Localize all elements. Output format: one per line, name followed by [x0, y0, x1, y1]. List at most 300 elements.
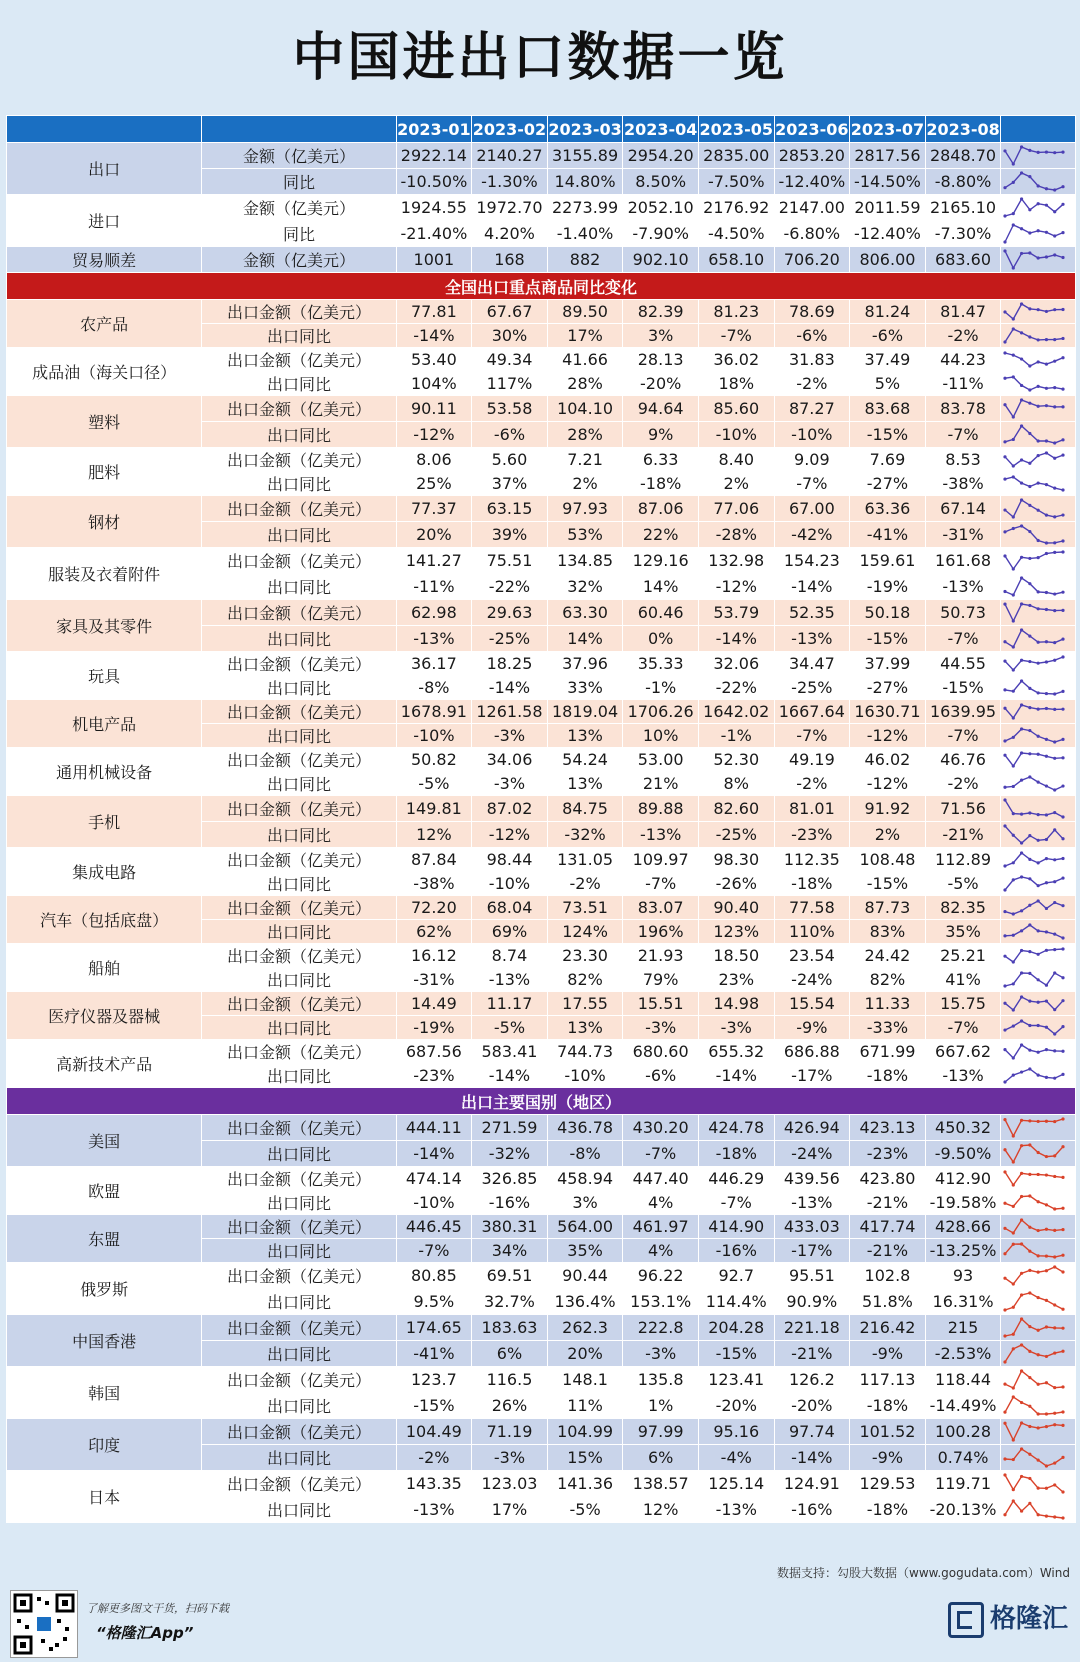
table-cell: 326.85	[472, 1167, 548, 1191]
table-cell: -23%	[774, 822, 850, 848]
sparkline-point	[1037, 439, 1040, 442]
metric-label: 出口同比	[202, 724, 396, 748]
sparkline-cell	[1001, 796, 1076, 822]
table-cell: 882	[547, 247, 623, 273]
sparkline-25	[1001, 796, 1067, 821]
sparkline-cell	[1001, 700, 1076, 724]
table-cell: 6%	[472, 1341, 548, 1367]
table-cell: -7.30%	[925, 221, 1001, 247]
sparkline-point	[1053, 641, 1056, 644]
sparkline-point	[1062, 1410, 1065, 1413]
table-cell: 8.53	[925, 448, 1001, 472]
table-row	[7, 348, 1076, 372]
sparkline-point	[1037, 1426, 1040, 1429]
sparkline-point	[1029, 858, 1032, 861]
sparkline-point	[1053, 609, 1056, 612]
sparkline-point	[1020, 628, 1023, 631]
sparkline-point	[1053, 405, 1056, 408]
table-cell: 117%	[472, 372, 548, 396]
sparkline-cell	[1001, 724, 1076, 748]
sparkline-point	[1020, 481, 1023, 484]
table-cell: 0%	[623, 626, 699, 652]
table-cell: -12.40%	[774, 169, 850, 195]
category-label: 玩具	[7, 652, 202, 700]
table-cell: -15%	[396, 1393, 472, 1419]
table-cell: 71.19	[472, 1419, 548, 1445]
sparkline-48	[1001, 1393, 1067, 1418]
table-cell: -20.13%	[925, 1497, 1001, 1523]
sparkline-line	[1005, 705, 1063, 718]
sparkline-point	[1029, 462, 1032, 465]
table-cell: -1.40%	[547, 221, 623, 247]
metric-label: 出口同比	[202, 372, 396, 396]
table-cell: -4.50%	[698, 221, 774, 247]
section-title: 全国出口重点商品同比变化	[7, 273, 1076, 300]
sparkline-point	[1004, 864, 1007, 867]
sparkline-point	[1045, 1228, 1048, 1231]
table-cell: 118.44	[925, 1367, 1001, 1393]
sparkline-point	[1012, 1499, 1015, 1502]
sparkline-point	[1037, 839, 1040, 842]
table-cell: 430.20	[623, 1115, 699, 1141]
table-cell: 655.32	[698, 1040, 774, 1064]
sparkline-point	[1062, 1270, 1065, 1273]
sparkline-point	[1004, 351, 1007, 354]
sparkline-point	[1037, 641, 1040, 644]
table-cell: 22%	[623, 522, 699, 548]
sparkline-26	[1001, 822, 1067, 847]
brand-logo: 格隆汇	[948, 1598, 1068, 1638]
table-cell: 67.67	[472, 300, 548, 324]
table-cell: -11%	[925, 372, 1001, 396]
table-cell: 222.8	[623, 1315, 699, 1341]
sparkline-point	[1004, 340, 1007, 343]
sparkline-cell	[1001, 1191, 1076, 1215]
sparkline-point	[1004, 955, 1007, 958]
table-cell: 53.40	[396, 348, 472, 372]
sparkline-point	[1053, 1461, 1056, 1464]
sparkline-point	[1029, 1376, 1032, 1379]
table-cell: -7%	[774, 724, 850, 748]
sparkline-point	[1045, 930, 1048, 933]
table-cell: 95.51	[774, 1263, 850, 1289]
sparkline-point	[1062, 1117, 1065, 1120]
table-cell: -20%	[774, 1393, 850, 1419]
table-cell: 423.80	[850, 1167, 926, 1191]
sparkline-point	[1020, 384, 1023, 387]
table-cell: 60.46	[623, 600, 699, 626]
metric-label: 出口同比	[202, 676, 396, 700]
sparkline-point	[1053, 188, 1056, 191]
category-label: 中国香港	[7, 1315, 202, 1367]
table-cell: 28%	[547, 422, 623, 448]
metric-label: 金额（亿美元）	[202, 143, 396, 169]
sparkline-point	[1020, 1070, 1023, 1073]
table-row	[7, 1040, 1076, 1064]
table-cell: -10%	[472, 872, 548, 896]
table-cell: 82.35	[925, 896, 1001, 920]
metric-label: 出口同比	[202, 1064, 396, 1088]
table-cell: -16%	[698, 1239, 774, 1263]
sparkline-point	[1029, 1143, 1032, 1146]
metric-label: 出口同比	[202, 1445, 396, 1471]
table-cell: -13%	[396, 1497, 472, 1523]
sparkline-point	[1045, 949, 1048, 952]
category-label: 成品油（海关口径）	[7, 348, 202, 396]
sparkline-point	[1004, 554, 1007, 557]
table-row	[7, 848, 1076, 872]
month-header: 2023-08	[925, 116, 1001, 143]
table-cell: -14%	[698, 1064, 774, 1088]
table-row	[7, 1167, 1076, 1191]
sparkline-point	[1053, 515, 1056, 518]
table-cell: 18.50	[698, 944, 774, 968]
sparkline-point	[1053, 933, 1056, 936]
sparkline-point	[1037, 861, 1040, 864]
table-cell: -18%	[623, 472, 699, 496]
sparkline-point	[1045, 591, 1048, 594]
table-cell: -7.50%	[698, 169, 774, 195]
sparkline-point	[1053, 811, 1056, 814]
table-cell: 112.35	[774, 848, 850, 872]
sparkline-point	[1053, 386, 1056, 389]
sparkline-cell	[1001, 748, 1076, 772]
table-row	[7, 396, 1076, 422]
table-cell: -32%	[472, 1141, 548, 1167]
table-cell: -18%	[850, 1497, 926, 1523]
sparkline-point	[1029, 604, 1032, 607]
table-cell: 90.11	[396, 396, 472, 422]
table-cell: 426.94	[774, 1115, 850, 1141]
sparkline-point	[1062, 1490, 1065, 1493]
table-cell: 583.41	[472, 1040, 548, 1064]
table-cell: 436.78	[547, 1115, 623, 1141]
table-cell: 67.00	[774, 496, 850, 522]
sparkline-point	[1012, 181, 1015, 184]
sparkline-point	[1062, 256, 1065, 259]
table-cell: -15%	[850, 872, 926, 896]
sparkline-cell	[1001, 1289, 1076, 1315]
table-row	[7, 944, 1076, 968]
table-cell: 161.68	[925, 548, 1001, 574]
sparkline-point	[1004, 1308, 1007, 1311]
sparkline-1	[1001, 169, 1067, 194]
sparkline-38	[1001, 1141, 1067, 1166]
header-blank	[202, 116, 396, 143]
table-cell: 153.1%	[623, 1289, 699, 1315]
sparkline-point	[1053, 486, 1056, 489]
table-cell: 109.97	[623, 848, 699, 872]
table-cell: 25%	[396, 472, 472, 496]
table-cell: 3155.89	[547, 143, 623, 169]
sparkline-point	[1062, 904, 1065, 907]
table-cell: -12%	[850, 772, 926, 796]
sparkline-point	[1029, 775, 1032, 778]
sparkline-point	[1020, 1509, 1023, 1512]
sparkline-9	[1001, 396, 1067, 421]
table-row	[7, 1471, 1076, 1497]
category-label: 日本	[7, 1471, 202, 1523]
table-cell: -5%	[396, 772, 472, 796]
metric-label: 出口同比	[202, 1239, 396, 1263]
sparkline-point	[1012, 515, 1015, 518]
metric-label: 出口金额（亿美元）	[202, 496, 396, 522]
table-row	[7, 896, 1076, 920]
table-cell: 94.64	[623, 396, 699, 422]
sparkline-point	[1062, 203, 1065, 206]
sparkline-point	[1020, 1401, 1023, 1404]
sparkline-point	[1053, 1423, 1056, 1426]
sparkline-point	[1045, 404, 1048, 407]
table-cell: -14%	[774, 1445, 850, 1471]
table-cell: 53%	[547, 522, 623, 548]
table-cell: 30%	[472, 324, 548, 348]
sparkline-point	[1045, 150, 1048, 153]
sparkline-point	[1004, 739, 1007, 742]
table-cell: -19.58%	[925, 1191, 1001, 1215]
sparkline-3	[1001, 221, 1067, 246]
app-name: “格隆汇App”	[96, 1624, 194, 1642]
sparkline-point	[1029, 432, 1032, 435]
table-cell: 6%	[623, 1445, 699, 1471]
metric-label: 出口金额（亿美元）	[202, 1040, 396, 1064]
table-cell: -4%	[698, 1445, 774, 1471]
table-cell: 26%	[472, 1393, 548, 1419]
table-cell: 114.4%	[698, 1289, 774, 1315]
sparkline-point	[1012, 1306, 1015, 1309]
sparkline-47	[1001, 1367, 1067, 1392]
month-header: 2023-03	[547, 116, 623, 143]
sparkline-cell	[1001, 574, 1076, 600]
sparkline-point	[1012, 464, 1015, 467]
table-cell: -7%	[925, 422, 1001, 448]
table-cell: 174.65	[396, 1315, 472, 1341]
sparkline-22	[1001, 725, 1067, 746]
table-cell: -7%	[623, 872, 699, 896]
table-cell: 2%	[547, 472, 623, 496]
table-cell: 98.30	[698, 848, 774, 872]
table-cell: 1972.70	[472, 195, 548, 221]
category-label: 韩国	[7, 1367, 202, 1419]
sparkline-point	[1012, 212, 1015, 215]
sparkline-39	[1001, 1168, 1067, 1189]
table-cell: 67.14	[925, 496, 1001, 522]
category-label: 通用机械设备	[7, 748, 202, 796]
sparkline-point	[1020, 576, 1023, 579]
table-cell: -13%	[472, 968, 548, 992]
sparkline-point	[1012, 912, 1015, 915]
sparkline-point	[1012, 327, 1015, 330]
table-cell: 77.06	[698, 496, 774, 522]
sparkline-point	[1053, 828, 1056, 831]
sparkline-point	[1012, 1333, 1015, 1336]
table-cell: -33%	[850, 1016, 926, 1040]
table-cell: -15%	[850, 626, 926, 652]
qr-code-icon[interactable]	[10, 1590, 78, 1658]
table-row	[7, 195, 1076, 221]
table-cell: 41%	[925, 968, 1001, 992]
sparkline-point	[1029, 923, 1032, 926]
sparkline-point	[1053, 441, 1056, 444]
table-cell: -2%	[547, 872, 623, 896]
table-cell: 450.32	[925, 1115, 1001, 1141]
sparkline-point	[1045, 310, 1048, 313]
table-cell: 2140.27	[472, 143, 548, 169]
sparkline-point	[1045, 907, 1048, 910]
table-cell: -13%	[396, 626, 472, 652]
table-cell: 1667.64	[774, 700, 850, 724]
table-row	[7, 1367, 1076, 1393]
sparkline-point	[1012, 785, 1015, 788]
sparkline-point	[1037, 405, 1040, 408]
table-cell: -24%	[774, 1141, 850, 1167]
table-row	[7, 448, 1076, 472]
table-cell: -16%	[472, 1191, 548, 1215]
table-cell: -6%	[623, 1064, 699, 1088]
sparkline-point	[1062, 356, 1065, 359]
metric-label: 出口金额（亿美元）	[202, 1263, 396, 1289]
metric-label: 出口同比	[202, 968, 396, 992]
sparkline-point	[1012, 223, 1015, 226]
sparkline-40	[1001, 1192, 1067, 1213]
sparkline-cell	[1001, 522, 1076, 548]
sparkline-point	[1062, 438, 1065, 441]
table-cell: 63.30	[547, 600, 623, 626]
table-cell: 13%	[547, 1016, 623, 1040]
table-cell: 135.8	[623, 1367, 699, 1393]
sparkline-cell	[1001, 676, 1076, 700]
table-cell: -14.50%	[850, 169, 926, 195]
sparkline-point	[1053, 151, 1056, 154]
sparkline-point	[1062, 513, 1065, 516]
sparkline-point	[1020, 949, 1023, 952]
sparkline-point	[1004, 1360, 1007, 1363]
sparkline-43	[1001, 1263, 1067, 1288]
sparkline-35	[1001, 1041, 1067, 1062]
sparkline-cell	[1001, 822, 1076, 848]
section-regions	[7, 1088, 1076, 1115]
sparkline-point	[1062, 453, 1065, 456]
table-cell: 1678.91	[396, 700, 472, 724]
sparkline-point	[1053, 1032, 1056, 1035]
table-row	[7, 247, 1076, 273]
sparkline-point	[1045, 984, 1048, 987]
table-cell: -20%	[698, 1393, 774, 1419]
table-cell: -7%	[925, 626, 1001, 652]
sparkline-point	[1004, 1473, 1007, 1476]
table-cell: 79%	[623, 968, 699, 992]
table-cell: 2853.20	[774, 143, 850, 169]
table-cell: -41%	[396, 1341, 472, 1367]
sparkline-7	[1001, 349, 1067, 370]
metric-label: 出口同比	[202, 872, 396, 896]
sparkline-cell	[1001, 348, 1076, 372]
sparkline-point	[1029, 811, 1032, 814]
sparkline-point	[1012, 1243, 1015, 1246]
sparkline-cell	[1001, 422, 1076, 448]
sparkline-point	[1004, 603, 1007, 606]
table-cell: -23%	[850, 1141, 926, 1167]
sparkline-point	[1037, 929, 1040, 932]
table-cell: -12%	[396, 422, 472, 448]
table-cell: 2011.59	[850, 195, 926, 221]
sparkline-cell	[1001, 992, 1076, 1016]
table-cell: 85.60	[698, 396, 774, 422]
sparkline-point	[1004, 1411, 1007, 1414]
sparkline-point	[1020, 424, 1023, 427]
sparkline-36	[1001, 1065, 1067, 1086]
sparkline-point	[1004, 1170, 1007, 1173]
metric-label: 出口金额（亿美元）	[202, 1315, 396, 1341]
table-cell: 424.78	[698, 1115, 774, 1141]
table-row	[7, 1419, 1076, 1445]
table-cell: -2%	[925, 324, 1001, 348]
table-cell: 658.10	[698, 247, 774, 273]
sparkline-point	[1004, 455, 1007, 458]
metric-label: 出口金额（亿美元）	[202, 1115, 396, 1141]
table-cell: 1%	[623, 1393, 699, 1419]
sparkline-4	[1001, 247, 1067, 272]
table-cell: 154.23	[774, 548, 850, 574]
sparkline-32	[1001, 969, 1067, 990]
table-cell: -21%	[850, 1239, 926, 1263]
sparkline-45	[1001, 1315, 1067, 1340]
table-cell: -25%	[472, 626, 548, 652]
table-cell: 73.51	[547, 896, 623, 920]
sparkline-point	[1004, 984, 1007, 987]
header-blank	[1001, 116, 1076, 143]
table-row	[7, 1215, 1076, 1239]
table-cell: -1.30%	[472, 169, 548, 195]
sparkline-point	[1037, 1074, 1040, 1077]
sparkline-point	[1029, 972, 1032, 975]
table-cell: -8.80%	[925, 169, 1001, 195]
sparkline-line	[1005, 997, 1063, 1010]
sparkline-point	[1062, 690, 1065, 693]
table-cell: 2273.99	[547, 195, 623, 221]
table-cell: 63.36	[850, 496, 926, 522]
sparkline-point	[1053, 1229, 1056, 1232]
sparkline-point	[1037, 1329, 1040, 1332]
sparkline-point	[1053, 338, 1056, 341]
sparkline-cell	[1001, 1393, 1076, 1419]
table-cell: -12%	[472, 822, 548, 848]
table-cell: 101.52	[850, 1419, 926, 1445]
category-label: 医疗仪器及器械	[7, 992, 202, 1040]
sparkline-point	[1045, 1425, 1048, 1428]
table-cell: 6.33	[623, 448, 699, 472]
sparkline-point	[1053, 360, 1056, 363]
sparkline-point	[1037, 256, 1040, 259]
sparkline-point	[1012, 1438, 1015, 1441]
sparkline-point	[1037, 454, 1040, 457]
sparkline-point	[1020, 1317, 1023, 1320]
sparkline-point	[1062, 151, 1065, 154]
sparkline-point	[1012, 812, 1015, 815]
sparkline-point	[1004, 1002, 1007, 1005]
sparkline-point	[1012, 1488, 1015, 1491]
table-cell: 168	[472, 247, 548, 273]
metric-label: 出口金额（亿美元）	[202, 1419, 396, 1445]
sparkline-point	[1029, 1405, 1032, 1408]
category-label: 机电产品	[7, 700, 202, 748]
sparkline-point	[1004, 440, 1007, 443]
sparkline-point	[1029, 1325, 1032, 1328]
metric-label: 出口金额（亿美元）	[202, 1167, 396, 1191]
table-cell: 183.63	[472, 1315, 548, 1341]
table-cell: 439.56	[774, 1167, 850, 1191]
sparkline-point	[1037, 338, 1040, 341]
